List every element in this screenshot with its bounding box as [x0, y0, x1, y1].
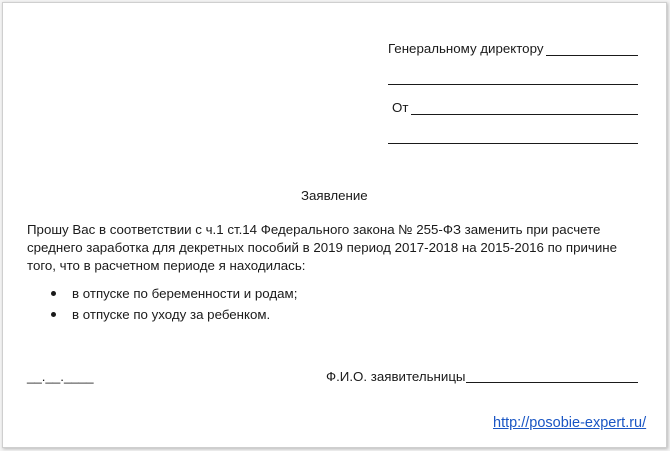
signature-label: Ф.И.О. заявительницы	[326, 369, 466, 384]
document-page	[2, 2, 667, 448]
body-line-1: Прошу Вас в соответствии с ч.1 ст.14 Федерального закона № 255-ФЗ заменить при расчете	[27, 222, 601, 237]
bullet-dot-icon	[51, 312, 56, 317]
from-extra-line	[388, 143, 638, 144]
bullet-item-1: в отпуске по беременности и родам;	[72, 286, 298, 301]
document-title: Заявление	[301, 188, 368, 203]
date-placeholder: __.__.____	[27, 369, 94, 384]
signature-line	[466, 382, 638, 383]
addressee-extra-line	[388, 84, 638, 85]
body-line-2: среднего заработка для декретных пособий в 2019 период 2017-2018 на 2015-2016 по причине	[27, 240, 618, 255]
from-label: От	[392, 100, 409, 115]
bullet-dot-icon	[51, 291, 56, 296]
from-name-line	[411, 114, 638, 115]
addressee-name-line	[546, 55, 638, 56]
source-link[interactable]: http://posobie-expert.ru/	[493, 415, 647, 431]
body-line-3: того, что в расчетном периоде я находилась:	[27, 258, 306, 273]
addressee-label: Генеральному директору	[388, 41, 544, 56]
bullet-item-2: в отпуске по уходу за ребенком.	[72, 307, 271, 322]
